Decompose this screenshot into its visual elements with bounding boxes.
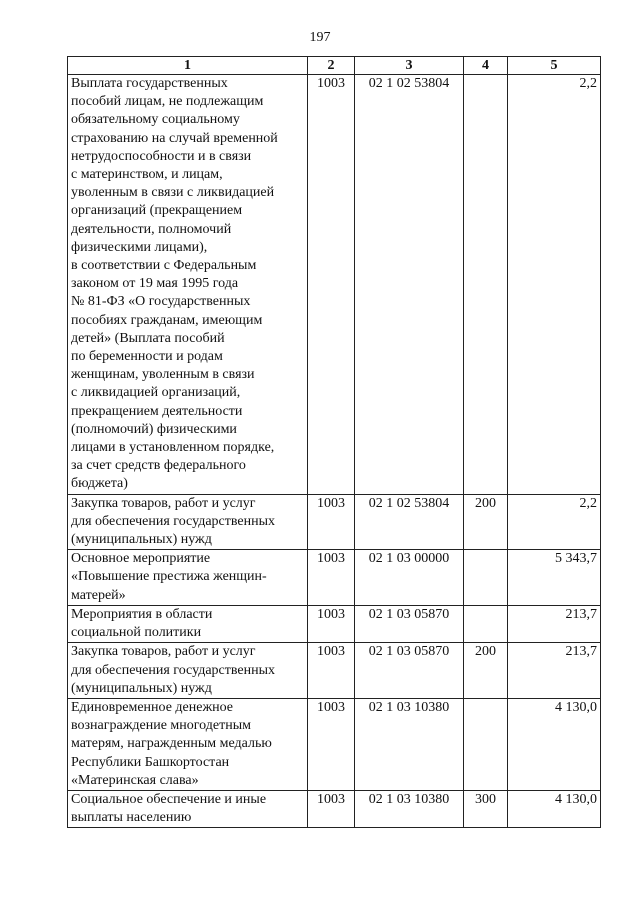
row-target-article: 02 1 03 00000 <box>355 550 464 606</box>
row-expense-type <box>464 550 508 606</box>
table-row <box>68 698 601 790</box>
table-header-row <box>68 57 601 75</box>
row-expense-type <box>464 605 508 642</box>
row-target-article: 02 1 03 05870 <box>355 605 464 642</box>
row-amount: 2,2 <box>508 75 601 495</box>
row-target-article: 02 1 03 10380 <box>355 790 464 827</box>
row-description: Закупка товаров, работ и услуг для обеспечения государственных (муниципальных) нужд <box>68 494 308 550</box>
row-expense-type: 200 <box>464 494 508 550</box>
table-row <box>68 605 601 642</box>
budget-table <box>67 56 601 828</box>
table-row <box>68 550 601 606</box>
row-description: Социальное обеспечение и иные выплаты населению <box>68 790 308 827</box>
row-amount: 2,2 <box>508 494 601 550</box>
table-row <box>68 643 601 699</box>
row-description: Единовременное денежное вознаграждение многодетным матерям, награжденным медалью Республики Башкортостан «Материнская слава» <box>68 698 308 790</box>
row-amount: 213,7 <box>508 643 601 699</box>
row-expense-type <box>464 75 508 495</box>
table-row <box>68 75 601 495</box>
table-row <box>68 494 601 550</box>
row-section-code: 1003 <box>308 75 355 495</box>
column-header-1: 1 <box>68 57 308 75</box>
row-amount: 213,7 <box>508 605 601 642</box>
row-description: Закупка товаров, работ и услуг для обеспечения государственных (муниципальных) нужд <box>68 643 308 699</box>
row-description: Мероприятия в области социальной политики <box>68 605 308 642</box>
row-expense-type: 200 <box>464 643 508 699</box>
row-expense-type <box>464 698 508 790</box>
column-header-5: 5 <box>508 57 601 75</box>
row-target-article: 02 1 03 10380 <box>355 698 464 790</box>
row-section-code: 1003 <box>308 790 355 827</box>
column-header-3: 3 <box>355 57 464 75</box>
row-expense-type: 300 <box>464 790 508 827</box>
row-target-article: 02 1 03 05870 <box>355 643 464 699</box>
row-description: Выплата государственных пособий лицам, не подлежащим обязательному социальному страхованию на случай временной нетрудоспособности и в связи с материнством, и лицам, уволенным в связи с ликвидацией организаций (прекращением деятельности, полномочий физическими лицами), в соответствии с Федеральным законом от 19 мая 1995 года № 81-ФЗ «О государственных пособиях гражданам, имеющим детей» (Выплата пособий по беременности и родам женщинам, уволенным в связи с ликвидацией организаций, прекращением деятельности (полномочий) физическими лицами в установленном порядке, за счет средств федерального бюджета) <box>68 75 308 495</box>
table-row <box>68 790 601 827</box>
row-target-article: 02 1 02 53804 <box>355 494 464 550</box>
row-amount: 4 130,0 <box>508 790 601 827</box>
row-section-code: 1003 <box>308 605 355 642</box>
row-amount: 5 343,7 <box>508 550 601 606</box>
row-section-code: 1003 <box>308 698 355 790</box>
row-amount: 4 130,0 <box>508 698 601 790</box>
row-section-code: 1003 <box>308 494 355 550</box>
column-header-4: 4 <box>464 57 508 75</box>
row-description: Основное мероприятие «Повышение престижа женщин- матерей» <box>68 550 308 606</box>
column-header-2: 2 <box>308 57 355 75</box>
row-section-code: 1003 <box>308 643 355 699</box>
row-section-code: 1003 <box>308 550 355 606</box>
row-target-article: 02 1 02 53804 <box>355 75 464 495</box>
page-number: 197 <box>309 30 331 45</box>
